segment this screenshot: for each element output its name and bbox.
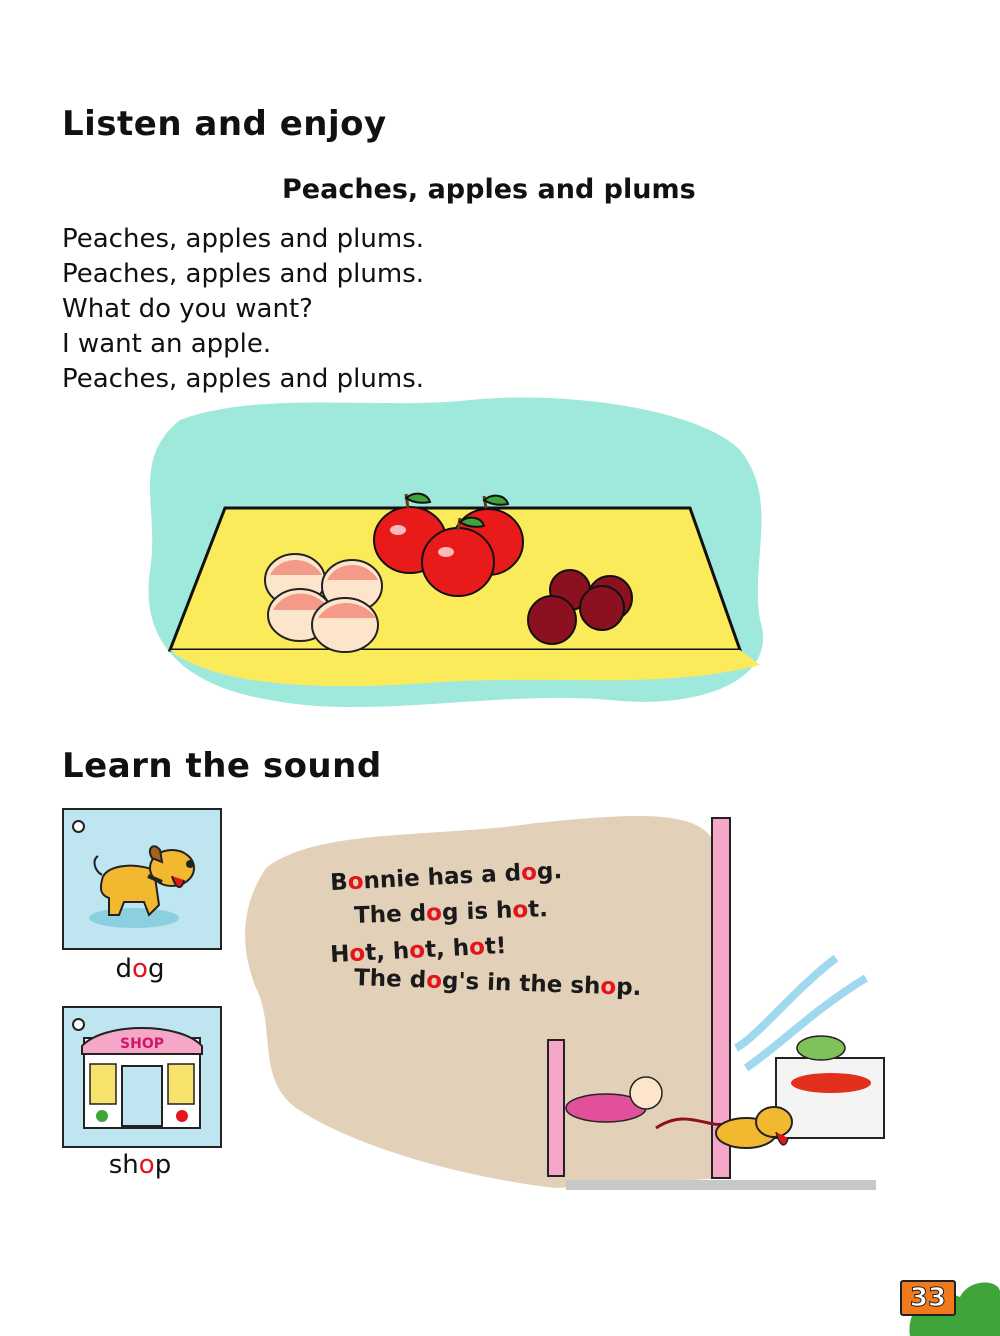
rhyme-line: [354, 893, 642, 929]
dog-icon: [64, 810, 220, 948]
lyrics-block: [62, 222, 424, 397]
rhyme-text: t, h: [424, 934, 470, 964]
rhyme-text: The d: [353, 900, 427, 930]
word-card-shop[interactable]: [62, 1006, 222, 1148]
rhyme-line: [354, 965, 642, 1001]
section-heading-listen: Listen and enjoy: [62, 104, 387, 144]
highlight-letter: o: [520, 859, 538, 887]
rhyme-line: [330, 926, 642, 968]
lyric-line: What do you want?: [62, 294, 313, 324]
highlight-letter: o: [511, 896, 529, 924]
page-number: 33: [900, 1280, 956, 1316]
rhyme-text: g's in the sh: [441, 968, 601, 1000]
rhyme-text: t.: [527, 896, 549, 923]
shop-sign-text: SHOP: [120, 1036, 164, 1052]
rhyme-text: B: [329, 869, 349, 897]
rhyme-text: t, h: [364, 938, 410, 967]
audio-dot-icon[interactable]: [72, 820, 85, 833]
song-title: Peaches, apples and plums: [282, 174, 696, 205]
highlight-letter: o: [348, 940, 366, 968]
word-shop: shop: [108, 1150, 172, 1180]
highlight-letter: o: [408, 937, 426, 964]
lyric-line: Peaches, apples and plums.: [62, 364, 425, 394]
rhyme-text: g is h: [441, 897, 513, 926]
highlight-letter: o: [425, 899, 443, 927]
rhyme-text: t!: [484, 932, 508, 961]
rhyme-text: nnie has a d: [362, 860, 522, 895]
rhyme-text: The d: [353, 964, 427, 994]
rhyme-text: H: [329, 941, 351, 969]
highlight-letter: o: [425, 967, 443, 995]
lyric-line: Peaches, apples and plums.: [62, 259, 425, 289]
word-dog: dog: [115, 954, 165, 984]
highlight-letter: o: [347, 868, 365, 896]
highlight-letter: o: [468, 934, 486, 961]
section-heading-learn-sound: Learn the sound: [62, 746, 382, 786]
rhyme-text: p.: [615, 974, 642, 1002]
lyric-line: I want an apple.: [62, 329, 272, 359]
highlight-letter: o: [599, 973, 617, 1001]
audio-dot-icon[interactable]: [72, 1018, 85, 1031]
fruit-table-illustration: [140, 390, 780, 720]
shop-icon: [64, 1008, 220, 1146]
word-card-dog[interactable]: [62, 808, 222, 950]
rhyme-text: g.: [536, 858, 563, 886]
rhyme-block: [329, 858, 642, 1002]
lyric-line: Peaches, apples and plums.: [62, 224, 425, 254]
